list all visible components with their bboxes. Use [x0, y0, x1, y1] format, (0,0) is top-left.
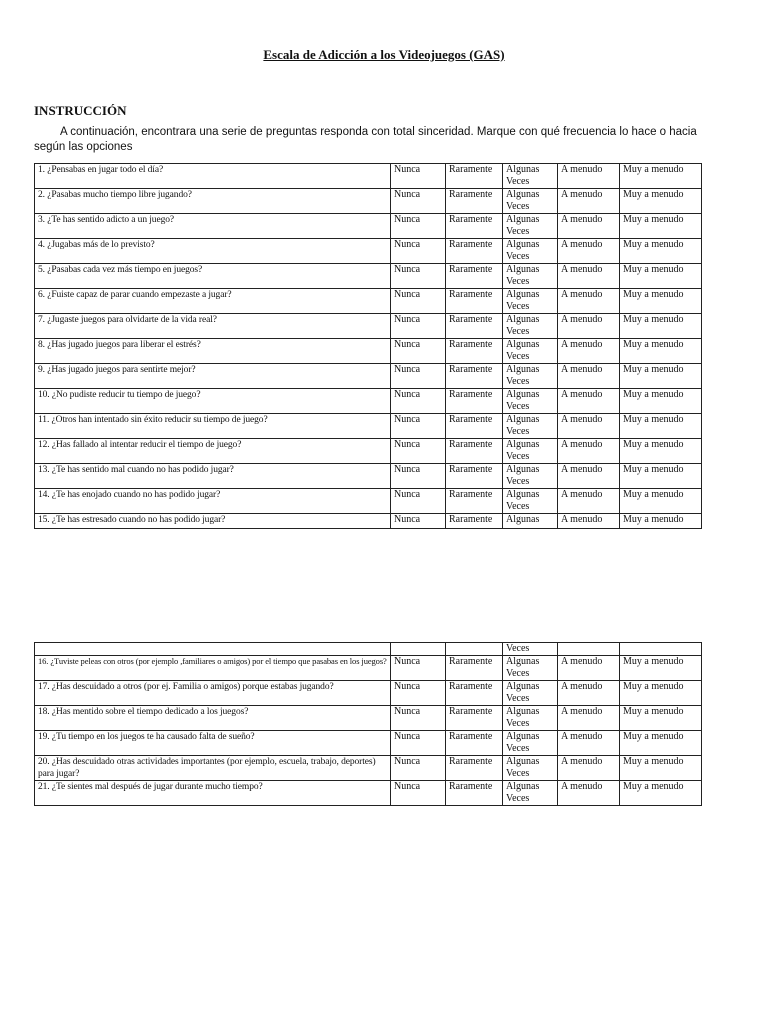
question-cell: 9. ¿Has jugado juegos para sentirte mejor?	[35, 364, 391, 389]
option-algunas-veces: Algunas Veces	[503, 464, 558, 489]
question-cell: 12. ¿Has fallado al intentar reducir el tiempo de juego?	[35, 439, 391, 464]
option-a-menudo: A menudo	[558, 414, 620, 439]
option-raramente: Raramente	[446, 264, 503, 289]
table-row	[35, 339, 702, 364]
table-row	[35, 514, 702, 529]
option-algunas-veces: Algunas Veces	[503, 189, 558, 214]
option-nunca: Nunca	[391, 389, 446, 414]
option-raramente: Raramente	[446, 681, 503, 706]
option-a-menudo: A menudo	[558, 681, 620, 706]
option-algunas-veces: Algunas Veces	[503, 314, 558, 339]
option-algunas-veces: Algunas Veces	[503, 364, 558, 389]
option-empty	[446, 643, 503, 656]
question-cell: 10. ¿No pudiste reducir tu tiempo de juego?	[35, 389, 391, 414]
option-nunca: Nunca	[391, 439, 446, 464]
option-a-menudo: A menudo	[558, 164, 620, 189]
option-algunas-veces: Algunas	[503, 514, 558, 529]
option-muy-a-menudo: Muy a menudo	[620, 414, 702, 439]
option-raramente: Raramente	[446, 781, 503, 806]
option-algunas-veces-continuation: Veces	[503, 643, 558, 656]
option-muy-a-menudo: Muy a menudo	[620, 514, 702, 529]
option-raramente: Raramente	[446, 514, 503, 529]
table-row	[35, 681, 702, 706]
option-raramente: Raramente	[446, 489, 503, 514]
question-cell: 5. ¿Pasabas cada vez más tiempo en juegos?	[35, 264, 391, 289]
question-cell-empty	[35, 643, 391, 656]
table-row	[35, 364, 702, 389]
option-algunas-veces: Algunas Veces	[503, 389, 558, 414]
table-row	[35, 189, 702, 214]
option-muy-a-menudo: Muy a menudo	[620, 289, 702, 314]
option-muy-a-menudo: Muy a menudo	[620, 464, 702, 489]
question-cell: 13. ¿Te has sentido mal cuando no has podido jugar?	[35, 464, 391, 489]
option-a-menudo: A menudo	[558, 781, 620, 806]
option-a-menudo: A menudo	[558, 214, 620, 239]
option-empty	[620, 643, 702, 656]
table-row	[35, 314, 702, 339]
option-muy-a-menudo: Muy a menudo	[620, 314, 702, 339]
table-row	[35, 264, 702, 289]
option-nunca: Nunca	[391, 364, 446, 389]
question-cell: 3. ¿Te has sentido adicto a un juego?	[35, 214, 391, 239]
question-cell: 16. ¿Tuviste peleas con otros (por ejemplo ,familiares o amigos) por el tiempo que pasabas en los juegos?	[35, 656, 391, 681]
option-muy-a-menudo: Muy a menudo	[620, 781, 702, 806]
question-cell: 4. ¿Jugabas más de lo previsto?	[35, 239, 391, 264]
option-a-menudo: A menudo	[558, 489, 620, 514]
option-nunca: Nunca	[391, 706, 446, 731]
instruction-heading: INSTRUCCIÓN	[34, 103, 127, 118]
option-a-menudo: A menudo	[558, 339, 620, 364]
option-raramente: Raramente	[446, 756, 503, 781]
option-raramente: Raramente	[446, 464, 503, 489]
option-nunca: Nunca	[391, 314, 446, 339]
option-raramente: Raramente	[446, 164, 503, 189]
option-a-menudo: A menudo	[558, 264, 620, 289]
table-row	[35, 464, 702, 489]
option-muy-a-menudo: Muy a menudo	[620, 681, 702, 706]
option-empty	[558, 643, 620, 656]
table-row	[35, 214, 702, 239]
option-muy-a-menudo: Muy a menudo	[620, 439, 702, 464]
question-cell: 1. ¿Pensabas en jugar todo el día?	[35, 164, 391, 189]
option-muy-a-menudo: Muy a menudo	[620, 364, 702, 389]
option-raramente: Raramente	[446, 656, 503, 681]
option-algunas-veces: Algunas Veces	[503, 414, 558, 439]
option-nunca: Nunca	[391, 239, 446, 264]
option-nunca: Nunca	[391, 414, 446, 439]
question-cell: 18. ¿Has mentido sobre el tiempo dedicado a los juegos?	[35, 706, 391, 731]
option-raramente: Raramente	[446, 414, 503, 439]
option-muy-a-menudo: Muy a menudo	[620, 489, 702, 514]
option-nunca: Nunca	[391, 189, 446, 214]
question-cell: 14. ¿Te has enojado cuando no has podido jugar?	[35, 489, 391, 514]
table-row	[35, 289, 702, 314]
table-row	[35, 489, 702, 514]
option-algunas-veces: Algunas Veces	[503, 731, 558, 756]
option-nunca: Nunca	[391, 656, 446, 681]
option-algunas-veces: Algunas Veces	[503, 489, 558, 514]
option-nunca: Nunca	[391, 214, 446, 239]
option-raramente: Raramente	[446, 439, 503, 464]
option-raramente: Raramente	[446, 289, 503, 314]
question-cell: 20. ¿Has descuidado otras actividades importantes (por ejemplo, escuela, trabajo, deportes) para jugar?	[35, 756, 391, 781]
option-a-menudo: A menudo	[558, 289, 620, 314]
question-cell: 11. ¿Otros han intentado sin éxito reducir su tiempo de juego?	[35, 414, 391, 439]
option-nunca: Nunca	[391, 781, 446, 806]
option-algunas-veces: Algunas Veces	[503, 214, 558, 239]
option-a-menudo: A menudo	[558, 439, 620, 464]
option-raramente: Raramente	[446, 706, 503, 731]
option-a-menudo: A menudo	[558, 706, 620, 731]
option-muy-a-menudo: Muy a menudo	[620, 264, 702, 289]
option-algunas-veces: Algunas Veces	[503, 264, 558, 289]
option-raramente: Raramente	[446, 239, 503, 264]
option-a-menudo: A menudo	[558, 756, 620, 781]
option-a-menudo: A menudo	[558, 239, 620, 264]
table-row	[35, 756, 702, 781]
option-algunas-veces: Algunas Veces	[503, 781, 558, 806]
option-raramente: Raramente	[446, 389, 503, 414]
table-row	[35, 414, 702, 439]
table-row	[35, 781, 702, 806]
questionnaire-table-page-1	[34, 163, 702, 529]
option-nunca: Nunca	[391, 289, 446, 314]
question-cell: 15. ¿Te has estresado cuando no has podido jugar?	[35, 514, 391, 529]
option-muy-a-menudo: Muy a menudo	[620, 214, 702, 239]
option-algunas-veces: Algunas Veces	[503, 439, 558, 464]
table-row	[35, 439, 702, 464]
question-cell: 19. ¿Tu tiempo en los juegos te ha causado falta de sueño?	[35, 731, 391, 756]
option-raramente: Raramente	[446, 314, 503, 339]
question-cell: 2. ¿Pasabas mucho tiempo libre jugando?	[35, 189, 391, 214]
option-raramente: Raramente	[446, 214, 503, 239]
option-muy-a-menudo: Muy a menudo	[620, 706, 702, 731]
question-cell: 17. ¿Has descuidado a otros (por ej. Familia o amigos) porque estabas jugando?	[35, 681, 391, 706]
option-algunas-veces: Algunas Veces	[503, 289, 558, 314]
option-raramente: Raramente	[446, 189, 503, 214]
question-cell: 21. ¿Te sientes mal después de jugar durante mucho tiempo?	[35, 781, 391, 806]
table-row	[35, 656, 702, 681]
option-algunas-veces: Algunas Veces	[503, 706, 558, 731]
question-cell: 8. ¿Has jugado juegos para liberar el estrés?	[35, 339, 391, 364]
option-raramente: Raramente	[446, 364, 503, 389]
option-raramente: Raramente	[446, 731, 503, 756]
table-row-continuation	[35, 643, 702, 656]
instruction-text: A continuación, encontrara una serie de preguntas responda con total sinceridad. Marque con qué frecuencia lo hace o hacia según las opciones	[34, 126, 697, 153]
question-cell: 7. ¿Jugaste juegos para olvidarte de la vida real?	[35, 314, 391, 339]
questionnaire-table-page-2	[34, 642, 702, 806]
option-empty	[391, 643, 446, 656]
option-nunca: Nunca	[391, 339, 446, 364]
document-title: Escala de Adicción a los Videojuegos (GAS)	[263, 47, 505, 62]
option-nunca: Nunca	[391, 264, 446, 289]
table-row	[35, 706, 702, 731]
question-cell: 6. ¿Fuiste capaz de parar cuando empezaste a jugar?	[35, 289, 391, 314]
table-row	[35, 731, 702, 756]
option-a-menudo: A menudo	[558, 389, 620, 414]
option-muy-a-menudo: Muy a menudo	[620, 239, 702, 264]
option-a-menudo: A menudo	[558, 514, 620, 529]
option-algunas-veces: Algunas Veces	[503, 339, 558, 364]
option-nunca: Nunca	[391, 681, 446, 706]
option-muy-a-menudo: Muy a menudo	[620, 189, 702, 214]
table-row	[35, 389, 702, 414]
option-algunas-veces: Algunas Veces	[503, 756, 558, 781]
option-muy-a-menudo: Muy a menudo	[620, 389, 702, 414]
option-muy-a-menudo: Muy a menudo	[620, 731, 702, 756]
option-a-menudo: A menudo	[558, 364, 620, 389]
option-muy-a-menudo: Muy a menudo	[620, 164, 702, 189]
option-raramente: Raramente	[446, 339, 503, 364]
option-algunas-veces: Algunas Veces	[503, 239, 558, 264]
option-a-menudo: A menudo	[558, 464, 620, 489]
option-nunca: Nunca	[391, 731, 446, 756]
option-muy-a-menudo: Muy a menudo	[620, 756, 702, 781]
option-muy-a-menudo: Muy a menudo	[620, 339, 702, 364]
option-muy-a-menudo: Muy a menudo	[620, 656, 702, 681]
option-nunca: Nunca	[391, 464, 446, 489]
option-a-menudo: A menudo	[558, 656, 620, 681]
option-a-menudo: A menudo	[558, 731, 620, 756]
option-nunca: Nunca	[391, 756, 446, 781]
option-algunas-veces: Algunas Veces	[503, 681, 558, 706]
option-algunas-veces: Algunas Veces	[503, 656, 558, 681]
option-a-menudo: A menudo	[558, 189, 620, 214]
option-algunas-veces: Algunas Veces	[503, 164, 558, 189]
table-row	[35, 239, 702, 264]
option-nunca: Nunca	[391, 164, 446, 189]
table-row	[35, 164, 702, 189]
option-nunca: Nunca	[391, 514, 446, 529]
option-a-menudo: A menudo	[558, 314, 620, 339]
option-nunca: Nunca	[391, 489, 446, 514]
